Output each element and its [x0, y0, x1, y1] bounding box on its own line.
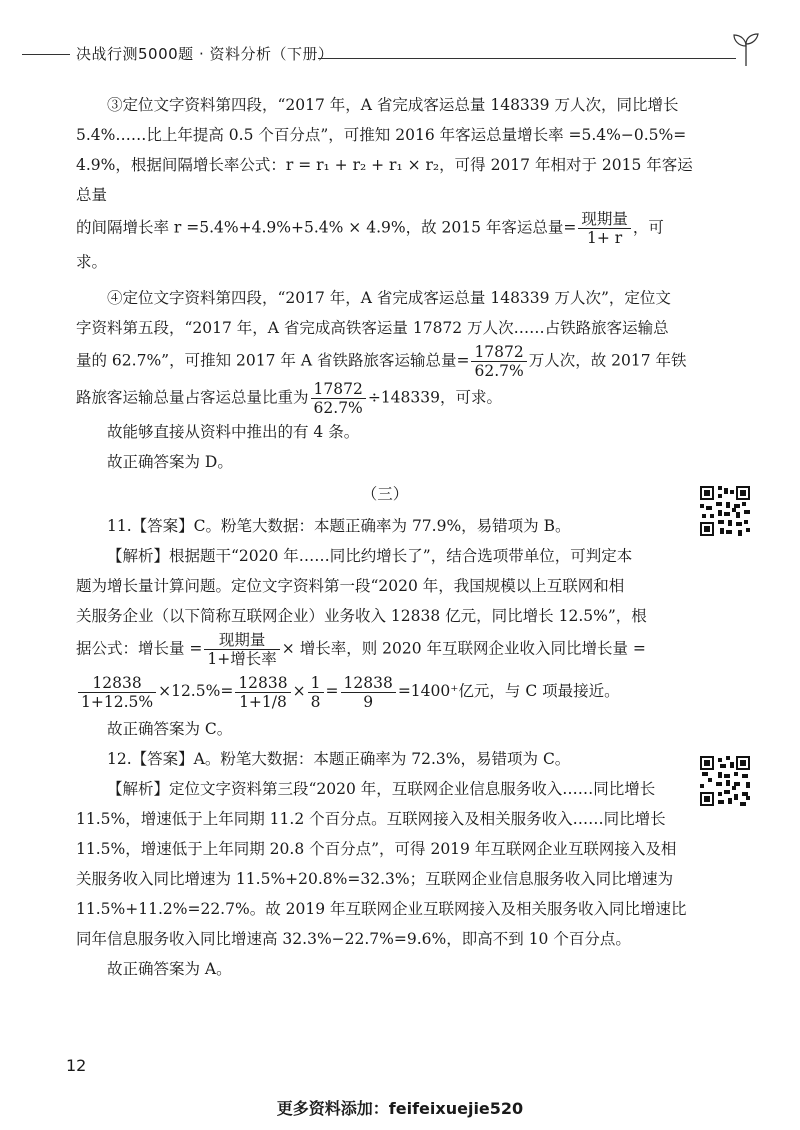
page-content	[76, 90, 694, 984]
fraction-denominator: 62.7%	[313, 399, 363, 417]
fraction	[204, 631, 279, 668]
fraction-numerator: 1	[308, 674, 324, 693]
item4-text: 万人次，故 2017 年铁	[528, 351, 687, 370]
q11-text: ×12.5%=	[158, 682, 234, 700]
fraction-numerator: 现期量	[204, 631, 279, 650]
answer-text: 故正确答案为 C。	[107, 720, 233, 738]
header-title: 决战行测5000题 · 资料分析（下册）	[76, 45, 334, 63]
q12-line: 11.5%+11.2%=22.7%。故 2019 年互联网企业互联网接入及相关服务收入同比增速比	[76, 900, 687, 918]
fraction-denominator: 1+12.5%	[81, 692, 154, 711]
fraction-numerator: 12838	[341, 674, 396, 693]
item4-text: 量的 62.7%”，可推知 2017 年 A 省铁路旅客运输总量=	[76, 351, 470, 370]
page-number: 12	[66, 1056, 87, 1075]
item3-line: 5.4%……比上年提高 0.5 个百分点”，可推知 2016 年客运总量增长率 =5.4%−0.5%=	[76, 126, 687, 144]
fraction	[308, 674, 324, 711]
q12-line: 关服务收入同比增速为 11.5%+20.8%=32.3%；互联网企业信息服务收入同比增速为	[76, 870, 674, 888]
q11-text: =1400⁺亿元，与 C 项最接近。	[397, 682, 620, 700]
item4-text: 路旅客运输总量占客运总量比重为	[76, 388, 309, 407]
q11-line: 题为增长量计算问题。定位文字资料第一段“2020 年，我国规模以上互联网和相	[76, 577, 625, 595]
q11-line	[76, 631, 694, 668]
fraction	[311, 380, 366, 417]
header-rule-left	[22, 54, 70, 55]
answer-text: 故正确答案为 D。	[107, 453, 233, 471]
q11-line: 【解析】根据题干“2020 年……同比约增长了”，结合选项带单位，可判定本	[107, 547, 633, 565]
fraction-numerator: 12838	[235, 674, 290, 693]
fraction	[341, 674, 396, 711]
page-header	[0, 40, 800, 70]
q12-line: 11.5%，增速低于上年同期 11.2 个百分点。互联网接入及相关服务收入……同比增长	[76, 810, 666, 828]
fraction-denominator: 1+增长率	[207, 650, 277, 668]
q11-text: × 增长率，则 2020 年互联网企业收入同比增长量 =	[281, 639, 646, 658]
item3-line: 4.9%，根据间隔增长率公式：r = r₁ + r₂ + r₁ × r₂，可得 2017 年相对于 2015 年客运总量	[76, 156, 693, 204]
fraction-denominator: 1+ r	[587, 229, 623, 247]
item3-line: ③定位文字资料第四段，“2017 年，A 省完成客运总量 148339 万人次，同比增长	[107, 96, 679, 114]
fraction	[578, 210, 631, 247]
qr-code-icon[interactable]	[700, 756, 750, 806]
fraction-denominator: 8	[310, 692, 321, 711]
fraction-denominator: 9	[363, 692, 374, 711]
item4-line: ④定位文字资料第四段，“2017 年，A 省完成客运总量 148339 万人次”，定位文	[107, 289, 671, 307]
fraction-numerator: 12838	[78, 674, 156, 693]
q12-line: 11.5%，增速低于上年同期 20.8 个百分点”，可得 2019 年互联网企业互联网接入及相	[76, 840, 677, 858]
fraction-denominator: 1+1/8	[239, 692, 287, 711]
fraction-denominator: 62.7%	[474, 362, 524, 380]
sprout-icon	[726, 32, 766, 68]
q11-line: 关服务企业（以下简称互联网企业）业务收入 12838 亿元，同比增长 12.5%”，根	[76, 607, 647, 625]
fraction-numerator: 现期量	[578, 210, 631, 229]
fraction	[235, 674, 290, 711]
item4-line	[76, 343, 694, 380]
fraction	[78, 674, 156, 711]
qr-code-icon[interactable]	[700, 486, 750, 536]
fraction-numerator: 17872	[471, 343, 526, 362]
fraction	[471, 343, 526, 380]
section-heading: （三）	[361, 485, 409, 503]
item3-text: 的间隔增长率 r =5.4%+4.9%+5.4% × 4.9%，故 2015 年客运总量=	[76, 218, 577, 237]
q11-text: ×	[292, 682, 306, 700]
q11-answer-head: 11.【答案】C。粉笔大数据：本题正确率为 77.9%，易错项为 B。	[107, 517, 571, 535]
q11-text: 据公式：增长量 =	[76, 639, 203, 658]
item4-line	[76, 380, 694, 417]
fraction-numerator: 17872	[311, 380, 366, 399]
conclusion-text: 故能够直接从资料中推出的有 4 条。	[107, 423, 360, 441]
item4-line: 字资料第五段，“2017 年，A 省完成高铁客运量 17872 万人次……占铁路旅客运输总	[76, 319, 669, 337]
q12-answer-head: 12.【答案】A。粉笔大数据：本题正确率为 72.3%，易错项为 C。	[107, 750, 571, 768]
item4-text: ÷148339，可求。	[367, 388, 502, 407]
item3-line	[76, 210, 694, 277]
answer-text: 故正确答案为 A。	[107, 960, 232, 978]
q12-line: 同年信息服务收入同比增速高 32.3%−22.7%=9.6%，即高不到 10 个百分点。	[76, 930, 631, 948]
q11-formula-line	[76, 668, 694, 714]
header-rule-right	[318, 58, 736, 59]
q11-text: =	[325, 682, 339, 700]
q12-line: 【解析】定位文字资料第三段“2020 年，互联网企业信息服务收入……同比增长	[107, 780, 656, 798]
footer-note: 更多资料添加：feifeixuejie520	[276, 1099, 524, 1118]
item3-text: ，可求。	[76, 218, 664, 271]
